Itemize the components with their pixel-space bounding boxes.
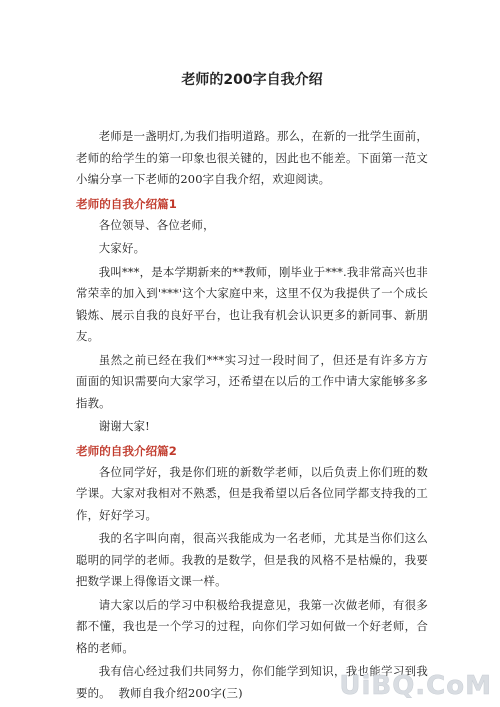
site-watermark: UiBQ.CoM [339, 671, 492, 701]
section-1-paragraph: 大家好。 [98, 241, 146, 255]
next-section-title: 教师自我介绍200字(三) [118, 685, 243, 700]
section-1-paragraph: 各位领导、各位老师， [98, 217, 215, 232]
section-1-paragraph: 我叫***，是本学期新来的**教师，刚毕业于***.我非常高兴也非常荣幸的加入到'***'这个大家庭中来，这里不仅为我提供了一个成长锻炼、展示自我的良好平台，也让我有机会认识更多的新同事、新朋友。 [76, 264, 428, 343]
section-2-paragraph: 各位同学好，我是你们班的新数学老师，以后负责上你们班的数学课。大家对我相对不熟悉，但是我希望以后各位同学都支持我的工作，好好学习。 [76, 464, 428, 522]
section-1-paragraph: 谢谢大家! [98, 419, 150, 433]
section-2-paragraph-text: 我有信心经过我们共同努力，你们能学到知识，我也能学习到我要的。 [76, 664, 428, 700]
section-1-paragraph: 虽然之前已经在我们***实习过一段时间了，但还是有许多方方面面的知识需要向大家学习，还希望在以后的工作中请大家能够多多指教。 [76, 352, 428, 410]
section-1-heading: 老师的自我介绍篇1 [76, 196, 177, 211]
section-2-paragraph: 我的名字叫向南，很高兴我能成为一名老师，尤其是当你们这么聪明的同学的老师。我教的是数学，但是我的风格不是枯燥的，我要把数学课上得像语文课一样。 [76, 531, 428, 588]
intro-paragraph: 老师是一盏明灯,为我们指明道路。那么，在新的一批学生面前，老师的给学生的第一印象也很关键的，因此也不能差。下面第一范文小编分享一下老师的200字自我介绍，欢迎阅读。 [76, 129, 428, 186]
document-page [76, 70, 428, 706]
section-2-paragraph: 请大家以后的学习中积极给我提意见，我第一次做老师，有很多都不懂，我也是一个学习的过程，向你们学习如何做一个好老师，合格的老师。 [76, 597, 428, 655]
section-2-heading: 老师的自我介绍篇2 [76, 443, 177, 458]
page-title: 老师的200字自我介绍 [181, 72, 323, 88]
